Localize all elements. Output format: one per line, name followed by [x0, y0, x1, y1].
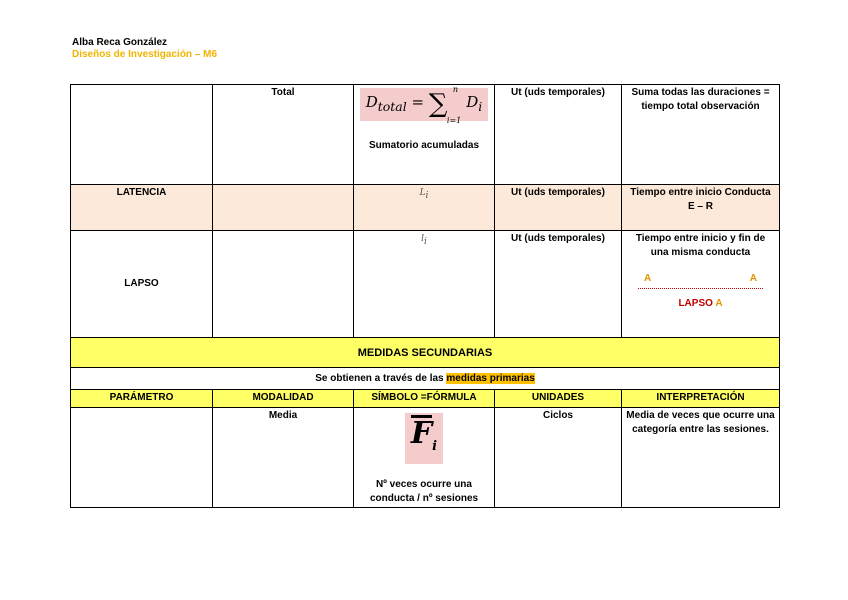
interpretation-cell: Tiempo entre inicio Conducta E – R: [622, 185, 780, 231]
measures-table: [70, 84, 780, 508]
column-header-unidades: UNIDADES: [495, 390, 622, 408]
interpretation-cell: Media de veces que ocurre una categoría entre las sesiones.: [622, 408, 780, 508]
symbol-cell: $L_i$: [354, 185, 495, 231]
table-row-total: [71, 85, 780, 185]
column-header-interpretacion: INTERPRETACIÓN: [622, 390, 780, 408]
mean-formula: $F_i$: [405, 413, 443, 464]
table-row-media: [71, 408, 780, 508]
modality-cell: Total: [213, 85, 354, 185]
interpretation-cell: Tiempo entre inicio y fin de una misma conducta A A LAPSO A: [622, 231, 780, 338]
sigma-symbol: ∑ n i=1: [428, 85, 462, 125]
formula-cell: [354, 85, 495, 185]
note-row: [71, 368, 780, 390]
document-subtitle: Diseños de Investigación – M6: [72, 49, 218, 60]
modality-cell-empty: [213, 185, 354, 231]
formula-cell: [354, 408, 495, 508]
column-header-simbolo: SÍMBOLO =FÓRMULA: [354, 390, 495, 408]
column-header-modalidad: MODALIDAD: [213, 390, 354, 408]
table-row-lapso: [71, 231, 780, 338]
column-header-parametro: PARÁMETRO: [71, 390, 213, 408]
units-cell: Ut (uds temporales): [495, 185, 622, 231]
column-header-row: [71, 390, 780, 408]
author-name: Alba Reca González: [72, 37, 168, 48]
symbol-cell: $l_i$: [354, 231, 495, 338]
parameter-cell: LATENCIA: [71, 185, 213, 231]
section-title-row: [71, 338, 780, 368]
modality-cell: Media: [213, 408, 354, 508]
sum-formula: $D_{total}$ = ∑ n i=1 $D_i$: [360, 88, 489, 121]
parameter-cell: LAPSO: [71, 231, 213, 338]
lapso-diagram: A A LAPSO A: [626, 272, 775, 311]
modality-cell-empty: [213, 231, 354, 338]
units-cell: Ciclos: [495, 408, 622, 508]
section-note: Se obtienen a través de las medidas primarias: [71, 368, 780, 390]
table-row-latencia: [71, 185, 780, 231]
units-cell: Ut (uds temporales): [495, 231, 622, 338]
document-header: [72, 37, 217, 61]
interpretation-cell: Suma todas las duraciones = tiempo total observación: [622, 85, 780, 185]
section-title: MEDIDAS SECUNDARIAS: [71, 338, 780, 368]
parameter-cell-empty: [71, 408, 213, 508]
highlighted-text: medidas primarias: [446, 372, 535, 384]
formula-caption: Nº veces ocurre una conducta / nº sesiones: [369, 479, 479, 504]
units-cell: Ut (uds temporales): [495, 85, 622, 185]
formula-caption: Sumatorio acumuladas: [368, 140, 480, 151]
dotted-line: [638, 288, 763, 289]
parameter-cell-empty: [71, 85, 213, 185]
